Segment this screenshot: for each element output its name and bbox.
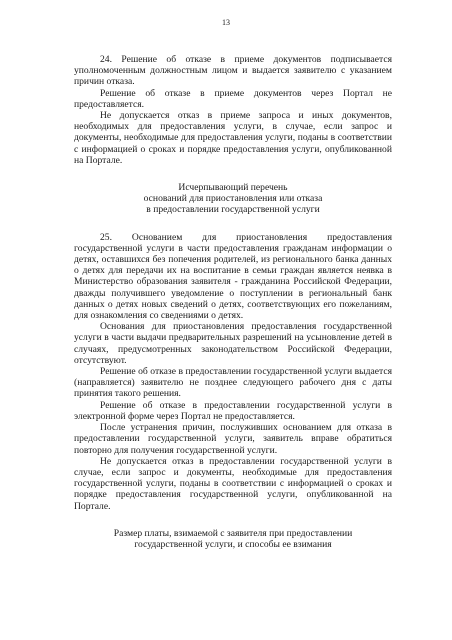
section-heading-line-3: в предоставлении государственной услуги (146, 204, 320, 216)
paragraph-refusal-portal: Решение об отказе в предоставлении государственной услуги в электронной форме через Портал не предоставляется. (74, 399, 392, 422)
page-number: 13 (222, 18, 230, 27)
paragraph-no-refusal-conditions: Не допускается отказ в приеме запроса и иных документов, необходимых для предоставления услуги, в случае, если запрос и документы, необходимые для предоставления услуги, поданы в соответствии с информацией о сроках и порядке предоставления услуги, опубликованной на Портале. (74, 110, 392, 166)
paragraph-suspension-adoption: Основания для приостановления предоставления государственной услуги в части выдачи предварительных разрешений на усыновление детей в случаях, предусмотренных законодательством Российской Федерации, отсутствуют. (74, 321, 392, 366)
section-heading-line-2: оснований для приостановления или отказа (143, 193, 323, 205)
fee-heading-line-1: Размер платы, взимаемой с заявителя при предоставлении (113, 527, 353, 539)
paragraph-24: 24. Решение об отказе в приеме документов подписывается уполномоченным должностным лицом и выдается заявителю с указанием причин отказа. (74, 54, 392, 88)
paragraph-reapply: После устранения причин, послуживших основанием для отказа в предоставлении государственной услуги, заявитель вправе обратиться повторно для получения государственной услуги. (74, 422, 392, 456)
paragraph-25: 25. Основанием для приостановления предоставления государственной услуги в части предоставления гражданам информации о детях, оставшихся без попечения родителей, из регионального банка данных о детях для передачи их на воспитание в семьи граждан является неявка в Министерство образования заявителя - гражданина Российской Федерации, дважды получившего уведомление о поступлении в региональный банк данных о детях новых сведений о детях, соответствующих его пожеланиям, для ознакомления со сведениями о детях. (74, 231, 392, 322)
paragraph-refusal-issued: Решение об отказе в предоставлении государственной услуги выдается (направляется) заявителю не позднее следующего рабочего дня с даты принятия такого решения. (74, 366, 392, 400)
fee-heading-line-2: государственной услуги, и способы ее взимания (134, 538, 332, 550)
paragraph-no-refusal-service: Не допускается отказ в предоставлении государственной услуги в случае, если запрос и документы, необходимые для предоставления государственной услуги, поданы в соответствии с информацией о сроках и порядке предоставления государственной услуги, опубликованной на Портале. (74, 455, 392, 512)
section-heading-line-1: Исчерпывающий перечень (178, 182, 288, 194)
document-body (74, 54, 392, 550)
paragraph-portal-no-refusal: Решение об отказе в приеме документов через Портал не предоставляется. (74, 87, 392, 110)
